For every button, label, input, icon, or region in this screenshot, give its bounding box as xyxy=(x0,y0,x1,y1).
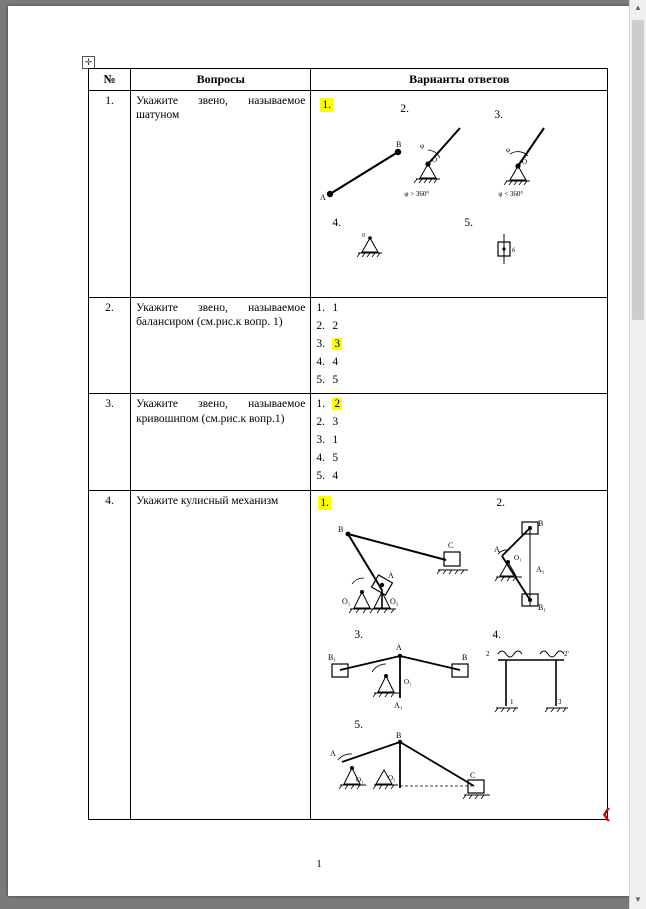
option-index: 1. xyxy=(316,302,326,314)
option-value: 3 xyxy=(332,416,339,429)
list-item[interactable] xyxy=(316,301,602,315)
figure-label-1: 1. xyxy=(320,496,330,509)
svg-text:O₁: O₁ xyxy=(356,775,364,784)
figure-label-4: 4. xyxy=(492,628,502,641)
svg-text:2: 2 xyxy=(486,649,490,658)
scroll-down-arrow[interactable]: ▼ xyxy=(634,895,642,904)
red-annotation-mark: ❮ xyxy=(601,806,612,821)
list-item[interactable] xyxy=(316,433,602,447)
option-index: 2. xyxy=(316,416,326,429)
row-number: 2. xyxy=(89,298,131,394)
answer-options xyxy=(311,394,608,490)
list-item[interactable] xyxy=(316,337,602,351)
svg-text:A: A xyxy=(388,570,395,580)
option-index: 2. xyxy=(316,319,326,332)
figure-3-rocker xyxy=(488,122,578,192)
svg-text:O: O xyxy=(432,156,438,164)
header-answers: Варианты ответов xyxy=(311,69,608,91)
option-value: 5 xyxy=(332,452,339,464)
figure-3-note: φ < 360° xyxy=(498,190,524,198)
svg-text:0: 0 xyxy=(362,233,366,239)
svg-text:O₃: O₃ xyxy=(388,773,396,782)
figure-2-mechanism xyxy=(494,510,594,622)
answer-figures xyxy=(311,490,608,819)
svg-text:B: B xyxy=(396,140,402,149)
answer-figures xyxy=(311,91,608,298)
option-value: 1 xyxy=(332,434,339,447)
svg-text:O₁: O₁ xyxy=(342,596,351,606)
svg-text:φ: φ xyxy=(420,142,425,150)
svg-text:A: A xyxy=(330,748,337,758)
quiz-table xyxy=(88,68,608,820)
option-index: 3. xyxy=(316,434,326,447)
svg-text:A: A xyxy=(320,193,327,202)
figure-label-4: 4. xyxy=(332,217,342,229)
options-list xyxy=(316,397,602,483)
question-text: Укажите звено, называемое балансиром (см.рис.к вопр. 1) xyxy=(131,298,311,394)
svg-text:3: 3 xyxy=(558,697,562,706)
option-index: 3. xyxy=(316,337,326,350)
header-questions: Вопросы xyxy=(131,69,311,91)
figure-2-note: φ > 360° xyxy=(404,190,430,198)
svg-text:O₃: O₃ xyxy=(390,596,399,606)
document-page xyxy=(8,6,630,896)
table-row xyxy=(89,91,608,298)
figure-label-5: 5. xyxy=(354,718,364,731)
svg-text:A: A xyxy=(396,642,403,652)
svg-text:B: B xyxy=(338,524,344,534)
scroll-thumb[interactable] xyxy=(632,20,644,320)
figure-4-mechanism xyxy=(484,642,594,728)
figure-1-mechanism xyxy=(326,512,496,622)
option-index: 4. xyxy=(316,452,326,464)
svg-text:C: C xyxy=(470,770,476,780)
answer-options xyxy=(311,298,608,394)
svg-text:B: B xyxy=(462,652,468,662)
header-number: № xyxy=(89,69,131,91)
svg-text:O: O xyxy=(522,158,528,166)
figure-label-3: 3. xyxy=(494,109,504,121)
figure-5-slider xyxy=(486,230,526,270)
option-value: 5 xyxy=(332,373,339,386)
svg-text:O₁: O₁ xyxy=(404,677,412,686)
table-move-handle[interactable]: ✛ xyxy=(82,56,95,69)
table-row xyxy=(89,490,608,819)
option-value: 4 xyxy=(332,355,339,368)
figure-label-1: 1. xyxy=(322,99,332,111)
list-item[interactable] xyxy=(316,397,602,411)
figure-5-mechanism xyxy=(322,732,502,816)
table-header-row xyxy=(89,69,608,91)
row-number: 4. xyxy=(89,490,131,819)
table-row xyxy=(89,298,608,394)
table-row xyxy=(89,394,608,490)
svg-text:A₁: A₁ xyxy=(394,700,403,710)
option-index: 1. xyxy=(316,398,326,411)
list-item[interactable] xyxy=(316,451,602,465)
option-index: 4. xyxy=(316,355,326,368)
figure-3-mechanism xyxy=(322,642,482,726)
svg-text:O₁: O₁ xyxy=(514,553,522,562)
svg-text:A₁: A₁ xyxy=(536,564,545,574)
list-item[interactable] xyxy=(316,469,602,483)
question-text: Укажите звено, называемое шатуном xyxy=(131,91,311,298)
svg-text:B: B xyxy=(396,731,402,740)
question-text: Укажите кулисный механизм xyxy=(131,490,311,819)
option-value: 1 xyxy=(332,302,339,314)
svg-text:B: B xyxy=(538,518,544,528)
list-item[interactable] xyxy=(316,415,602,429)
page-number: 1 xyxy=(316,858,322,870)
option-value-highlighted: 3 xyxy=(334,337,341,350)
vertical-scrollbar[interactable] xyxy=(629,0,646,909)
svg-text:B₁: B₁ xyxy=(538,602,547,612)
row-number: 3. xyxy=(89,394,131,490)
svg-text:1: 1 xyxy=(510,697,514,706)
question-text: Укажите звено, называемое кривошипом (см.рис.к вопр.1) xyxy=(131,394,311,490)
svg-text:C: C xyxy=(448,540,454,550)
row-number: 1. xyxy=(89,91,131,298)
figure-label-2: 2. xyxy=(496,496,506,509)
options-list xyxy=(316,301,602,387)
list-item[interactable] xyxy=(316,355,602,369)
option-value-highlighted: 2 xyxy=(334,398,341,411)
figure-2-crank xyxy=(398,120,488,190)
svg-text:A: A xyxy=(494,544,501,554)
scroll-up-arrow[interactable]: ▲ xyxy=(634,3,642,12)
option-value: 4 xyxy=(332,469,339,482)
figure-label-5: 5. xyxy=(464,217,474,229)
option-index: 5. xyxy=(316,469,326,482)
figure-4-fixed-support xyxy=(352,230,392,266)
figure-label-3: 3. xyxy=(354,628,364,641)
svg-text:B₁: B₁ xyxy=(328,652,337,662)
figure-label-2: 2. xyxy=(400,103,410,115)
svg-text:б: б xyxy=(512,248,516,254)
svg-text:φ: φ xyxy=(506,146,511,154)
svg-text:2': 2' xyxy=(564,649,570,658)
option-index: 5. xyxy=(316,373,326,386)
list-item[interactable] xyxy=(316,373,602,387)
option-value: 2 xyxy=(332,319,339,332)
list-item[interactable] xyxy=(316,319,602,333)
